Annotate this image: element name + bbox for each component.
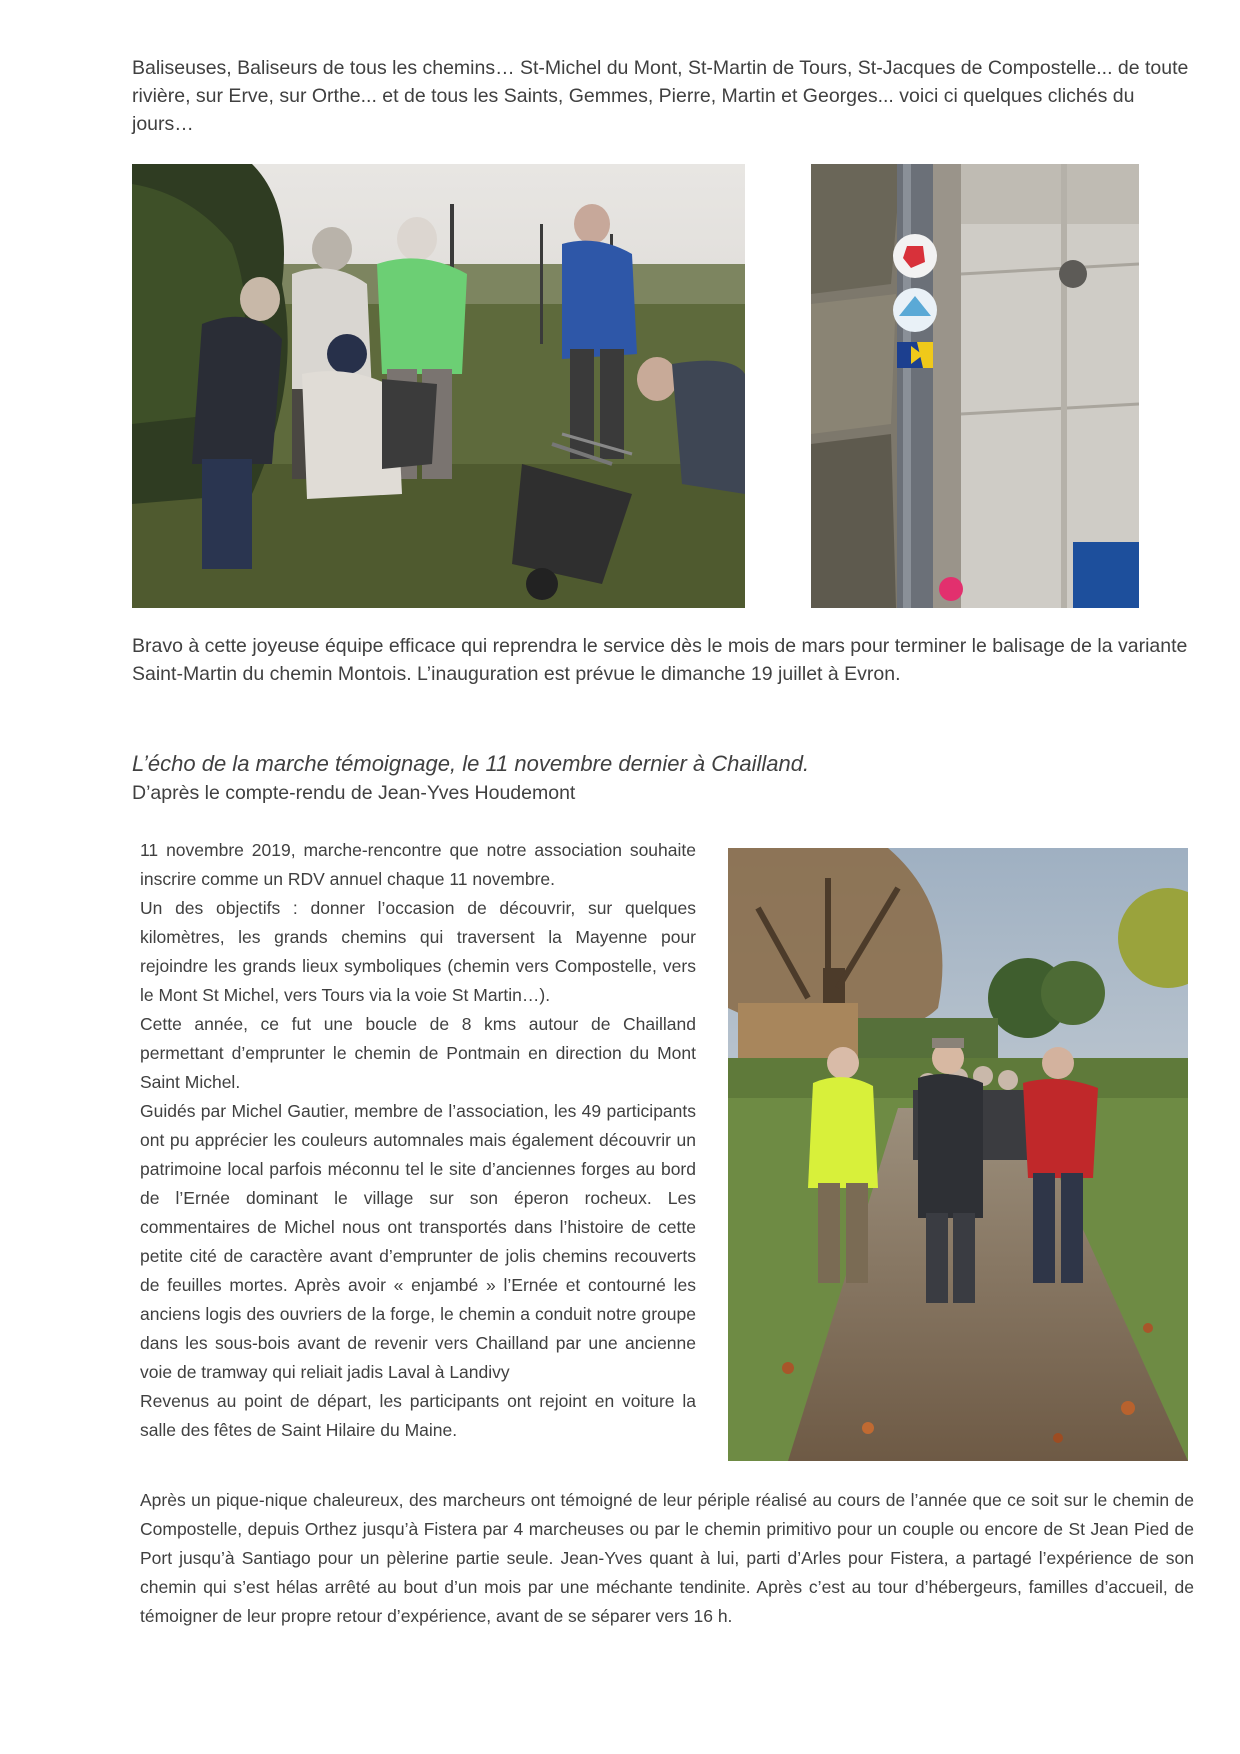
section-subtitle: D’après le compte-rendu de Jean-Yves Houdemont: [132, 782, 576, 804]
article-paragraph-1: 11 novembre 2019, marche-rencontre que notre association souhaite inscrire comme un RDV annuel chaque 11 novembre.: [140, 840, 696, 889]
article-paragraph-5: Revenus au point de départ, les participants ont rejoint en voiture la salle des fêtes de Saint Hilaire du Maine.: [140, 1391, 696, 1440]
photo-walkers-chailland: [728, 848, 1188, 1461]
photo-baliseurs-group: [132, 164, 745, 608]
article-closing-paragraph: Après un pique-nique chaleureux, des marcheurs ont témoigné de leur périple réalisé au cours de l’année que ce soit sur le chemin de Compostelle, depuis Orthez jusqu’à Fistera par 4 marcheuses ou par le chemin primitivo pour un couple ou encore de St Jean Pied de Port jusqu’à Santiago pour un pèlerine partie seule. Jean-Yves quant à lui, parti d’Arles pour Fistera, a partagé l’expérience de son chemin qui s’est hélas arrêté au bout d’un mois par une méchante tendinite. Après c’est au tour d’hébergeurs, familles d’accueil, de témoigner de leur propre retour d’expérience, avant de se séparer vers 16 h.: [140, 1490, 1194, 1626]
photo-trail-signs-pole: [811, 164, 1139, 608]
bravo-paragraph: Bravo à cette joyeuse équipe efficace qui reprendra le service dès le mois de mars pour terminer le balisage de la variante Saint-Martin du chemin Montois. L’inauguration est prévue le dimanche 19 juillet à Evron.: [132, 635, 1188, 685]
section-title: L’écho de la marche témoignage, le 11 novembre dernier à Chailland.: [132, 751, 810, 776]
article-column: [140, 836, 696, 1445]
article-paragraph-3: Cette année, ce fut une boucle de 8 kms autour de Chailland permettant d’emprunter le chemin de Pontmain en direction du Mont Saint Michel.: [140, 1014, 696, 1092]
article-paragraph-4: Guidés par Michel Gautier, membre de l’association, les 49 participants ont pu apprécier les couleurs automnales mais également découvrir un patrimoine local parfois méconnu tel le site d’anciennes forges au bord de l’Ernée dominant le village sur son éperon rocheux. Les commentaires de Michel nous ont transportés dans l’histoire de cette petite cité de caractère avant d’emprunter de jolis chemins recouverts de feuilles mortes. Après avoir « enjambé » l’Ernée et contourné les anciens logis des ouvriers de la forge, le chemin a conduit notre groupe dans les sous-bois avant de revenir vers Chailland par une ancienne voie de tramway qui reliait jadis Laval à Landivy: [140, 1101, 696, 1382]
article-paragraph-2: Un des objectifs : donner l’occasion de découvrir, sur quelques kilomètres, les grands chemins qui traversent la Mayenne pour rejoindre les grands lieux symboliques (chemin vers Compostelle, vers le Mont St Michel, vers Tours via la voie St Martin…).: [140, 898, 696, 1005]
intro-paragraph: Baliseuses, Baliseurs de tous les chemins… St-Michel du Mont, St-Martin de Tours, St-Jacques de Compostelle... de toute rivière, sur Erve, sur Orthe... et de tous les Saints, Gemmes, Pierre, Martin et Georges... voici ci quelques clichés du jours…: [132, 57, 1189, 135]
